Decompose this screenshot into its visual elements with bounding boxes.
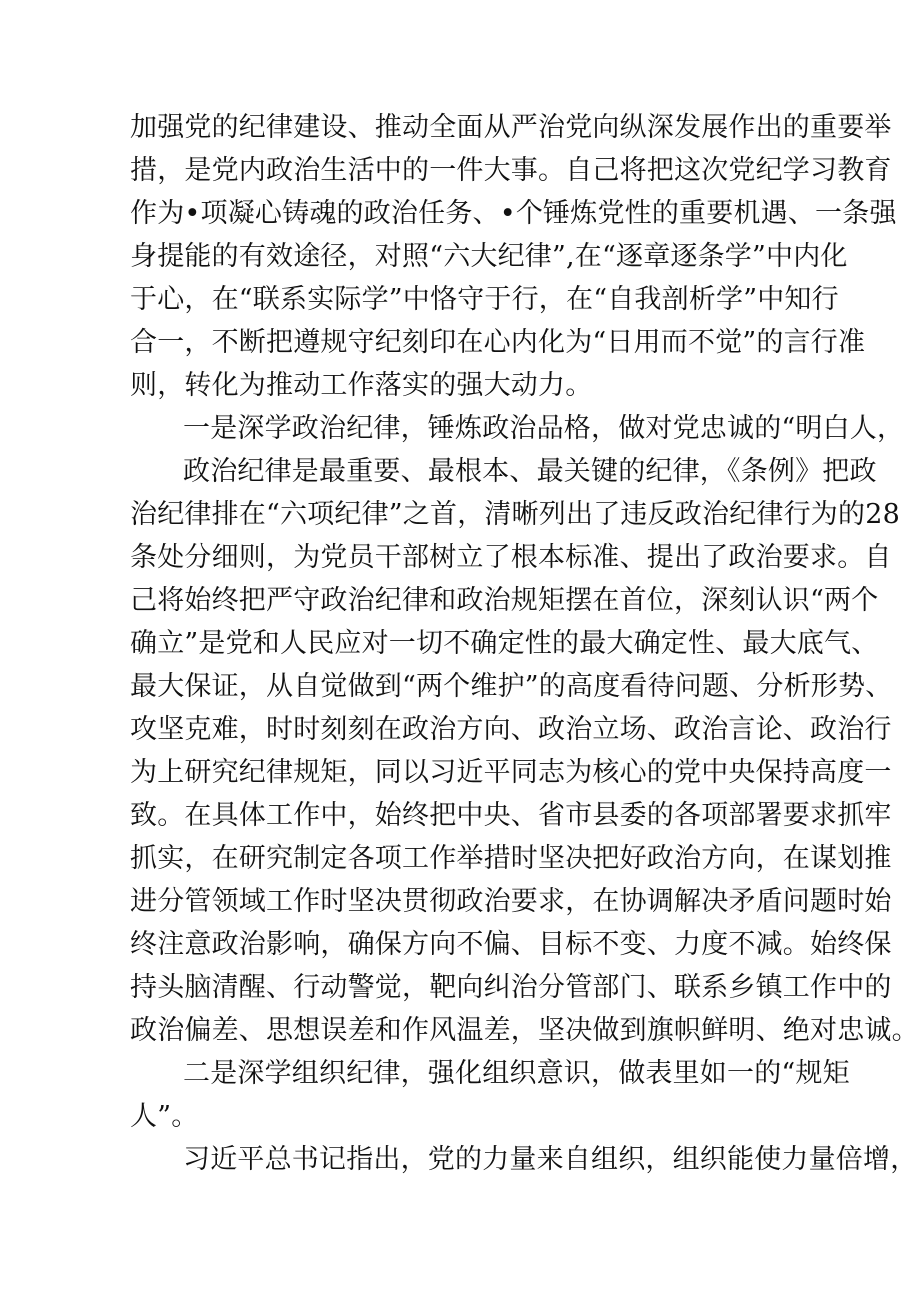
text-line: 确立”是党和人民应对一切不确定性的最大确定性、最大底气、 <box>130 628 879 659</box>
text-line: 人”。 <box>130 1101 199 1132</box>
text-line: 进分管领域工作时坚决贯彻政治要求，在协调解决矛盾问题时始 <box>130 886 892 917</box>
text-line: 政治偏差、思想误差和作风温差，坚决做到旗帜鲜明、绝对忠诚。 <box>130 1015 919 1046</box>
text-line: 终注意政治影响，确保方向不偏、目标不变、力度不减。始终保 <box>130 929 892 960</box>
text-line: 治纪律排在“六项纪律”之首，清晰列出了违反政治纪律行为的28 <box>130 499 900 530</box>
text-line: 抓实，在研究制定各项工作举措时坚决把好政治方向，在谋划推 <box>130 843 892 874</box>
text-line: 己将始终把严守政治纪律和政治规矩摆在首位，深刻认识“两个 <box>130 585 879 616</box>
text-line: 习近平总书记指出，党的力量来自组织，组织能使力量倍增， <box>183 1144 918 1175</box>
text-line: 最大保证，从自觉做到“两个维护”的高度看待问题、分析形势、 <box>130 671 893 702</box>
text-line: 为上研究纪律规矩，同以习近平同志为核心的党中央保持高度一 <box>130 757 892 788</box>
text-line: 持头脑清醒、行动警觉，靶向纠治分管部门、联系乡镇工作中的 <box>130 972 892 1003</box>
text-line: 措，是党内政治生活中的一件大事。自己将把这次党纪学习教育 <box>130 155 892 186</box>
text-line: 则，转化为推动工作落实的强大动力。 <box>130 370 593 401</box>
text-line: 政治纪律是最重要、最根本、最关键的纪律，《条例》把政 <box>183 456 877 487</box>
text-line: 于心，在“联系实际学”中恪守于行，在“自我剖析学”中知行 <box>130 284 839 315</box>
text-line: 致。在具体工作中，始终把中央、省市县委的各项部署要求抓牢 <box>130 800 892 831</box>
text-line: 加强党的纪律建设、推动全面从严治党向纵深发展作出的重要举 <box>130 112 892 143</box>
text-line: 身提能的有效途径，对照“六大纪律”,在“逐章逐条学”中内化 <box>130 241 848 272</box>
text-line: 攻坚克难，时时刻刻在政治方向、政治立场、政治言论、政治行 <box>130 714 892 745</box>
text-line: 合一，不断把遵规守纪刻印在心内化为“日用而不觉”的言行准 <box>130 327 866 358</box>
section-heading-organizational-discipline: 二是深学组织纪律，强化组织意识，做表里如一的“规矩 <box>183 1058 850 1089</box>
section-heading-political-discipline: 一是深学政治纪律，锤炼政治品格，做对党忠诚的“明白人， <box>183 413 905 444</box>
text-line: 作为•项凝心铸魂的政治任务、•个锤炼党性的重要机遇、一条强 <box>130 198 897 229</box>
text-line: 条处分细则，为党员干部树立了根本标准、提出了政治要求。自 <box>130 542 892 573</box>
